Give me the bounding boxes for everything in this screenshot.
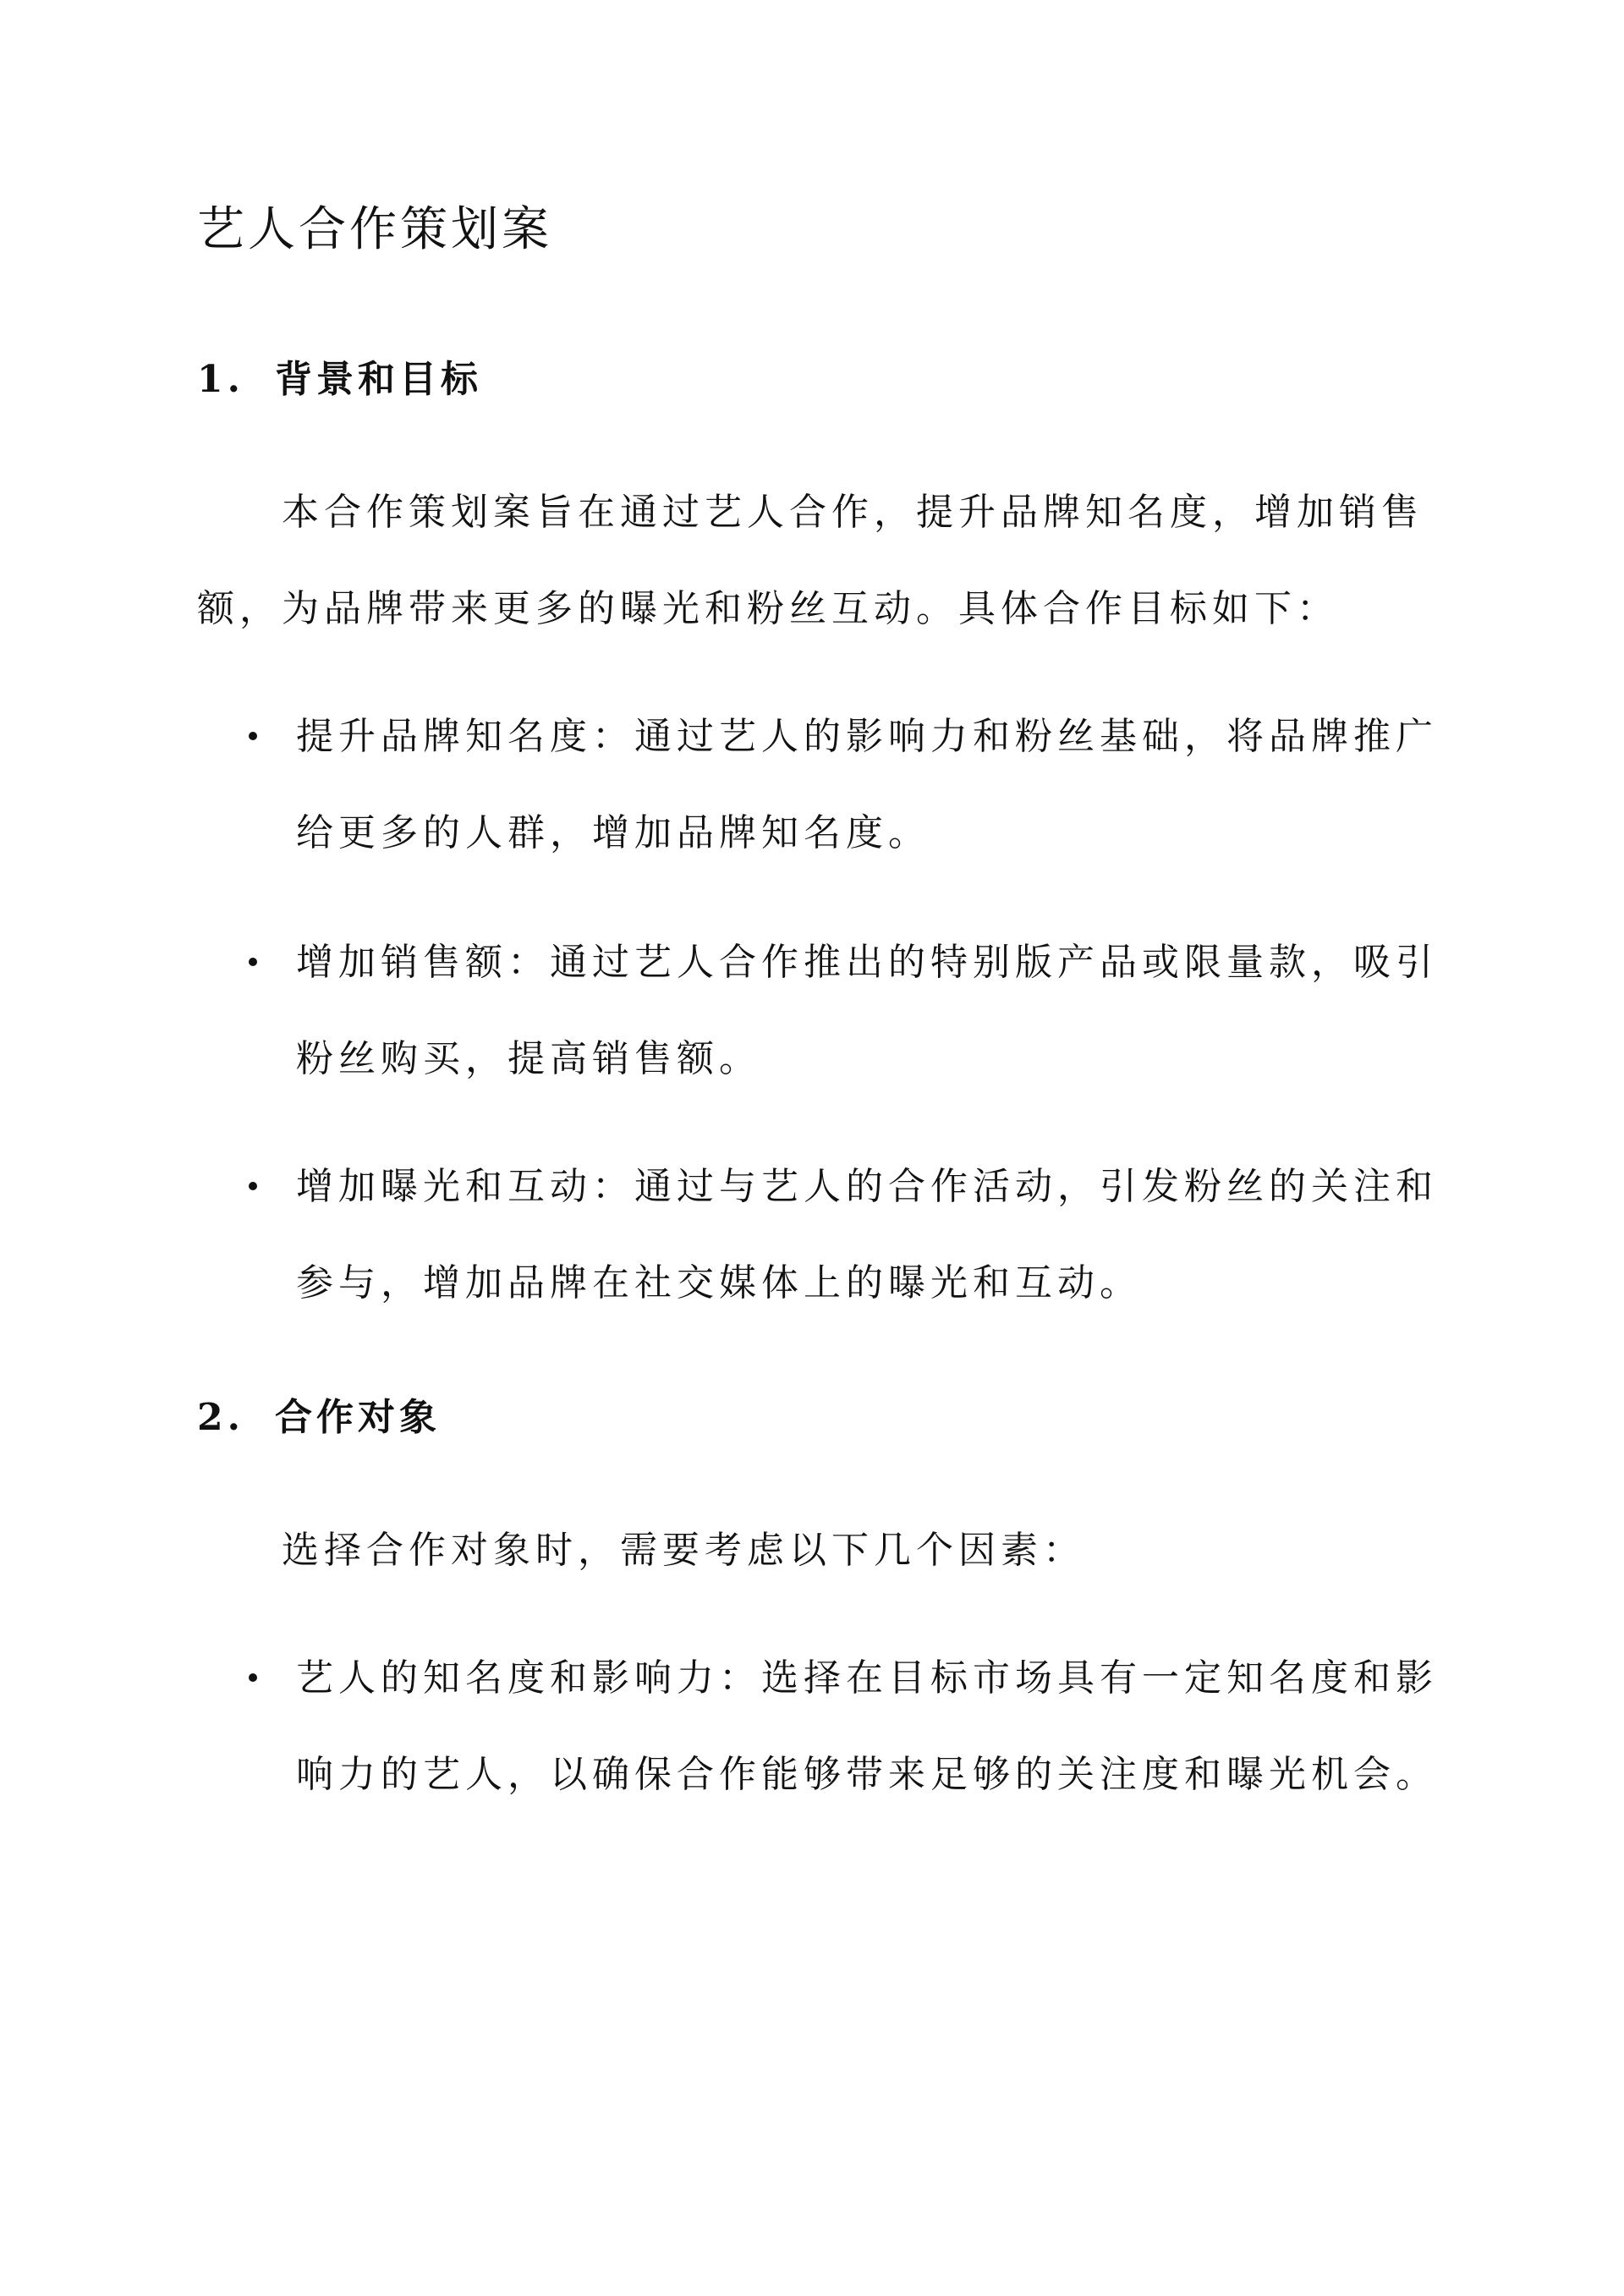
list-item-text: 艺人的知名度和影响力：选择在目标市场具有一定知名度和影响力的艺人，以确保合作能够带来足够的关注度和曝光机会。	[296, 1656, 1438, 1796]
list-item-text: 增加曝光和互动：通过与艺人的合作活动，引发粉丝的关注和参与，增加品牌在社交媒体上的曝光和互动。	[296, 1165, 1438, 1305]
section-intro-paragraph: 选择合作对象时，需要考虑以下几个因素：	[282, 1529, 1085, 1572]
bullet-icon	[249, 1673, 257, 1682]
bullet-icon	[249, 1182, 257, 1190]
list-item-text: 增加销售额：通过艺人合作推出的特别版产品或限量款，吸引粉丝购买，提高销售额。	[296, 941, 1438, 1080]
section-number: 1.	[197, 358, 244, 401]
section-intro-paragraph: 本合作策划案旨在通过艺人合作，提升品牌知名度，增加销售额，为品牌带来更多的曝光和粉丝互动。具体合作目标如下：	[197, 491, 1424, 630]
bullet-icon	[249, 958, 257, 966]
document-title: 艺人合作策划案	[197, 202, 552, 257]
list-item	[245, 1630, 1463, 1823]
bullet-icon	[249, 732, 257, 740]
list-item	[245, 689, 1463, 882]
section-number: 2.	[197, 1396, 244, 1439]
section-heading-background-goals	[197, 353, 482, 407]
section-heading-partners	[197, 1391, 441, 1445]
list-item	[245, 1139, 1463, 1332]
list-item	[245, 915, 1463, 1107]
section-title: 背景和目标	[275, 358, 482, 401]
list-item-text: 提升品牌知名度：通过艺人的影响力和粉丝基础，将品牌推广给更多的人群，增加品牌知名度。	[296, 715, 1438, 854]
section-title: 合作对象	[275, 1396, 441, 1439]
